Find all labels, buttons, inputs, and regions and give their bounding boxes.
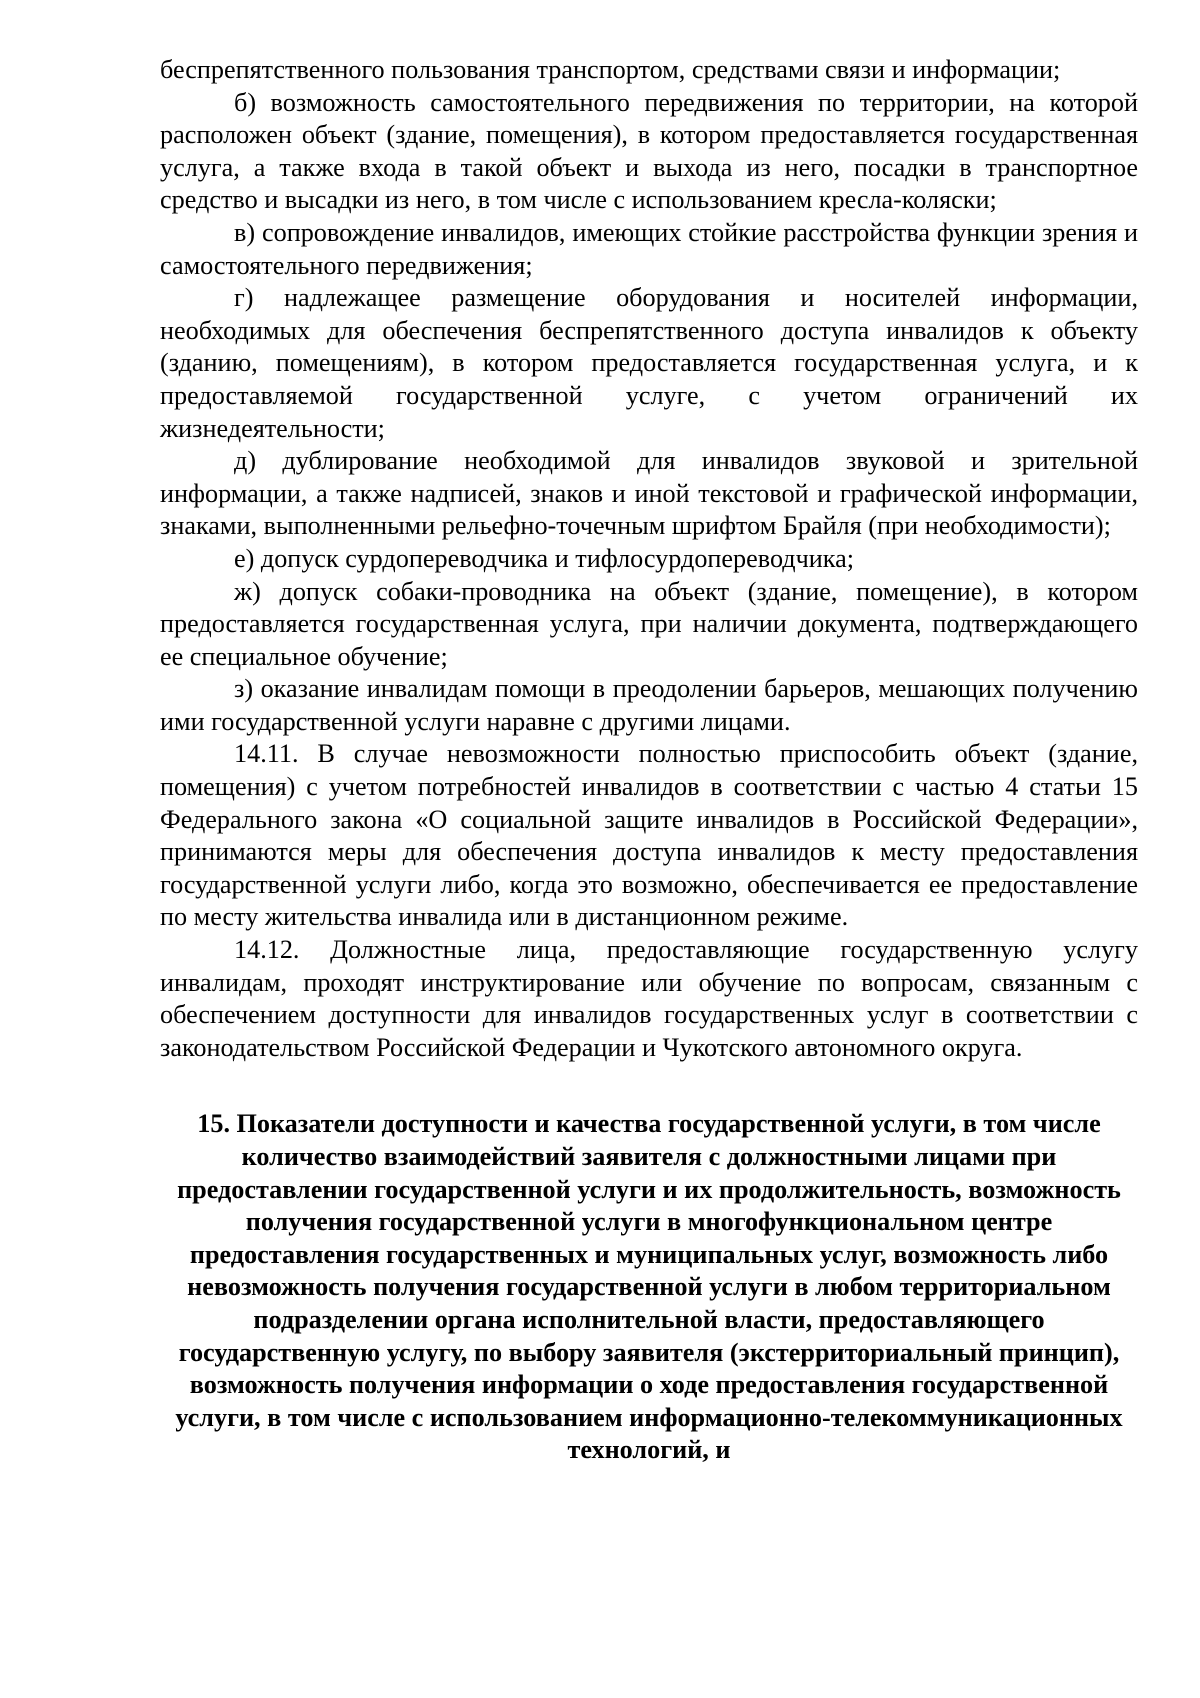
- paragraph-item-v: в) сопровождение инвалидов, имеющих стойкие расстройства функции зрения и самостоятельного передвижения;: [160, 217, 1138, 280]
- paragraph-14-12: 14.12. Должностные лица, предоставляющие государственную услугу инвалидам, проходят инструктирование или обучение по вопросам, связанным с обеспечением доступности для инвалидов государственных услуг в соответствии с законодательством Российской Федерации и Чукотского автономного округа.: [160, 935, 1138, 1062]
- document-page: [160, 54, 1138, 1467]
- paragraph-item-z: з) оказание инвалидам помощи в преодолении барьеров, мешающих получению ими государственной услуги наравне с другими лицами.: [160, 674, 1138, 736]
- paragraph-14-11: 14.11. В случае невозможности полностью приспособить объект (здание, помещения) с учетом потребностей инвалидов в соответствии с частью 4 статьи 15 Федерального закона «О социальной защите инвалидов в Российской Федерации», принимаются меры для обеспечения доступа инвалидов к месту предоставления государственной услуги либо, когда это возможно, обеспечивается ее предоставление по месту жительства инвалида или в дистанционном режиме.: [160, 739, 1138, 932]
- paragraph-item-g: г) надлежащее размещение оборудования и носителей информации, необходимых для обеспечения беспрепятственного доступа инвалидов к объекту (зданию, помещениям), в котором предоставляется государственная услуга, и к предоставляемой государственной услуге, с учетом ограничений их жизнедеятельности;: [160, 283, 1138, 443]
- paragraph-item-e: е) допуск сурдопереводчика и тифлосурдопереводчика;: [234, 543, 855, 573]
- paragraph-item-d: д) дублирование необходимой для инвалидов звуковой и зрительной информации, а также надписей, знаков и иной текстовой и графической информации, знаками, выполненными рельефно-точечным шрифтом Брайля (при необходимости);: [160, 446, 1138, 541]
- paragraph-continuation: беспрепятственного пользования транспортом, средствами связи и информации;: [160, 55, 1061, 84]
- paragraph-item-b: б) возможность самостоятельного передвижения по территории, на которой расположен объект (здание, помещения), в котором предоставляется государственная услуга, а также входа в такой объект и выхода из него, посадки в транспортное средство и высадки из него, в том числе с использованием кресла-коляски;: [160, 87, 1138, 215]
- section-heading: 15. Показатели доступности и качества государственной услуги, в том числе количество взаимодействий заявителя с должностными лицами при предоставлении государственной услуги и их продолжительность, возможность получения государственной услуги в многофункциональном центре предоставления государственных и муниципальных услуг, возможность либо невозможность получения государственной услуги в любом территориальном подразделении органа исполнительной власти, предоставляющего государственную услугу, по выбору заявителя (экстерриториальный принцип), возможность получения информации о ходе предоставления государственной услуги, в том числе с использованием информационно-телекоммуникационных технологий, и: [175, 1109, 1123, 1465]
- section-spacer: [160, 1064, 1138, 1108]
- paragraph-item-zh: ж) допуск собаки-проводника на объект (здание, помещение), в котором предоставляется государственная услуга, при наличии документа, подтверждающего ее специальное обучение;: [160, 576, 1138, 671]
